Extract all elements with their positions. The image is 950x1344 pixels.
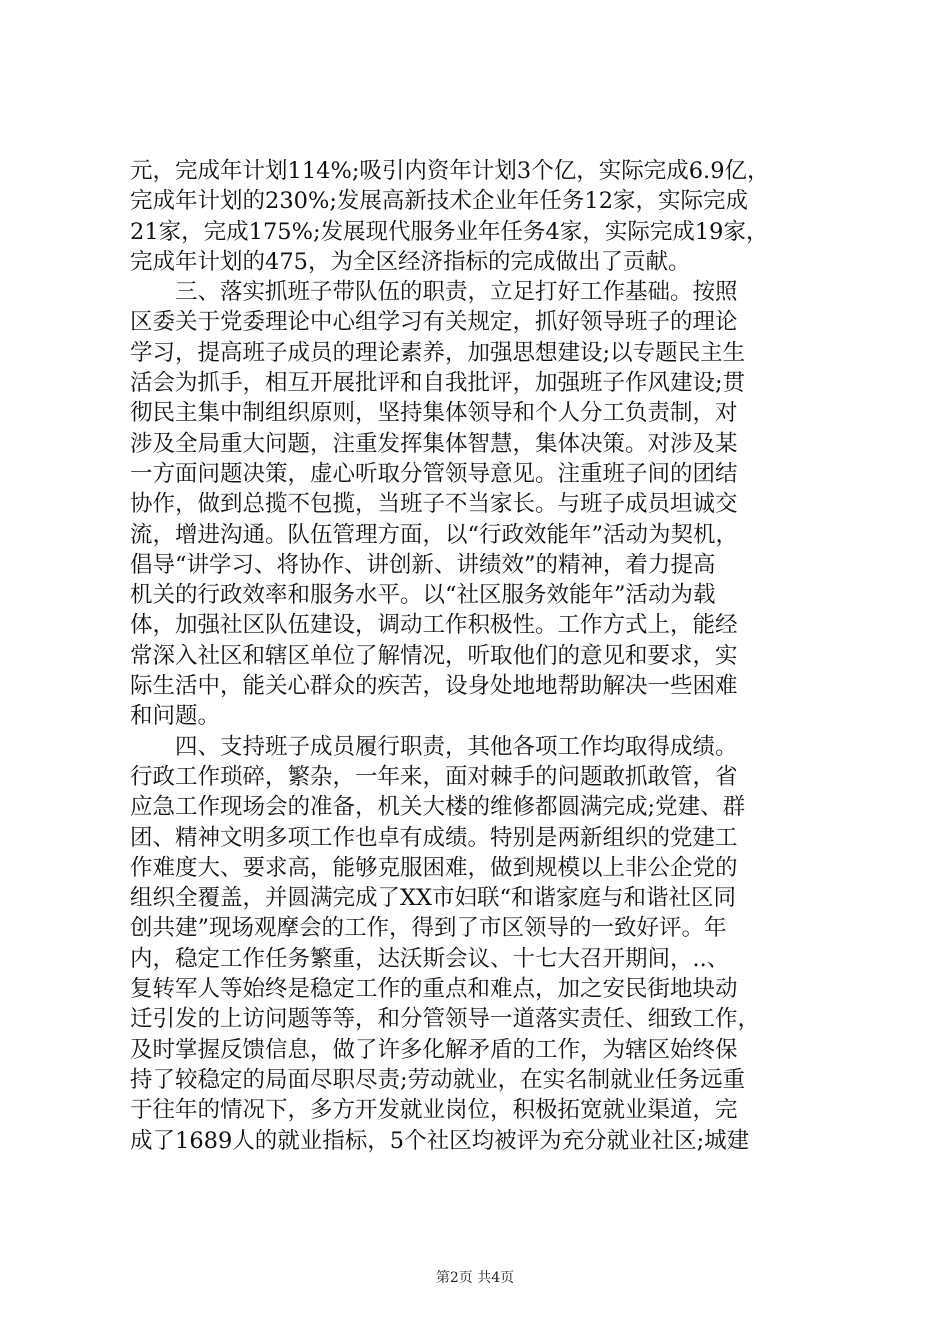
text-line: 完成年计划的230%;发展高新技术企业年任务12家，实际完成: [130, 188, 749, 215]
text-line: 创共建”现场观摩会的工作，得到了市区领导的一致好评。年: [130, 915, 727, 942]
text-line: 常深入社区和辖区单位了解情况，听取他们的意见和要求，实: [130, 642, 738, 669]
text-line: 作难度大、要求高，能够克服困难，做到规模以上非公企党的: [130, 854, 738, 881]
text-line: 于往年的情况下，多方开发就业岗位，积极拓宽就业渠道，完: [130, 1097, 738, 1124]
page-footer: 第2页 共4页: [435, 1270, 515, 1286]
text-line: 活会为抓手，相互开展批评和自我批评，加强班子作风建设;贯: [130, 370, 746, 397]
text-line: 复转军人等始终是稳定工作的重点和难点，加之安民街地块动: [130, 976, 738, 1003]
text-line: 完成年计划的475，为全区经济指标的完成做出了贡献。: [130, 248, 691, 275]
text-line: 三、落实抓班子带队伍的职责，立足打好工作基础。按照: [130, 279, 738, 306]
text-line: 应急工作现场会的准备，机关大楼的维修都圆满完成;党建、群: [130, 794, 746, 821]
text-line: 21家，完成175%;发展现代服务业年任务4家，实际完成19家，: [130, 218, 769, 245]
text-line: 协作，做到总揽不包揽，当班子不当家长。与班子成员坦诚交: [130, 491, 738, 518]
text-line: 组织全覆盖，并圆满完成了XX市妇联“和谐家庭与和谐社区同: [130, 885, 737, 912]
text-line: 涉及全局重大问题，注重发挥集体智慧，集体决策。对涉及某: [130, 430, 738, 457]
text-line: 和问题。: [130, 703, 221, 730]
text-line: 及时掌握反馈信息，做了许多化解矛盾的工作，为辖区始终保: [130, 1036, 738, 1063]
text-line: 彻民主集中制组织原则，坚持集体领导和个人分工负责制，对: [130, 400, 738, 427]
text-line: 际生活中，能关心群众的疾苦，设身处地地帮助解决一些困难: [130, 673, 738, 700]
text-line: 一方面问题决策，虚心听取分管领导意见。注重班子间的团结: [130, 460, 738, 487]
text-line: 元，完成年计划114%;吸引内资年计划3个亿，实际完成6.9亿，: [130, 158, 770, 184]
text-line: 迁引发的上访问题等等，和分管领导一道落实责任、细致工作，: [130, 1006, 761, 1033]
text-line: 学习，提高班子成员的理论素养，加强思想建设;以专题民主生: [130, 339, 746, 366]
body-text: [130, 156, 830, 1156]
text-line: 体，加强社区队伍建设，调动工作积极性。工作方式上，能经: [130, 612, 738, 639]
text-line: 持了较稳定的局面尽职尽责;劳动就业，在实名制就业任务远重: [130, 1066, 746, 1093]
text-line: 流，增进沟通。队伍管理方面，以“行政效能年”活动为契机，: [130, 521, 739, 548]
text-line: 行政工作琐碎，繁杂，一年来，面对棘手的问题敢抓敢管，省: [130, 763, 738, 790]
text-line: 四、支持班子成员履行职责，其他各项工作均取得成绩。: [130, 733, 738, 760]
text-line: 成了1689人的就业指标，5个社区均被评为充分就业社区;城建: [130, 1127, 750, 1154]
text-line: 内，稳定工作任务繁重，达沃斯会议、十七大召开期间，..、: [130, 945, 730, 972]
text-line: 倡导“讲学习、将协作、讲创新、讲绩效”的精神，着力提高: [130, 551, 716, 578]
text-line: 区委关于党委理论中心组学习有关规定，抓好领导班子的理论: [130, 309, 738, 336]
text-line: 机关的行政效率和服务水平。以“社区服务效能年”活动为载: [130, 582, 716, 609]
text-line: 团、精神文明多项工作也卓有成绩。特别是两新组织的党建工: [130, 824, 738, 851]
